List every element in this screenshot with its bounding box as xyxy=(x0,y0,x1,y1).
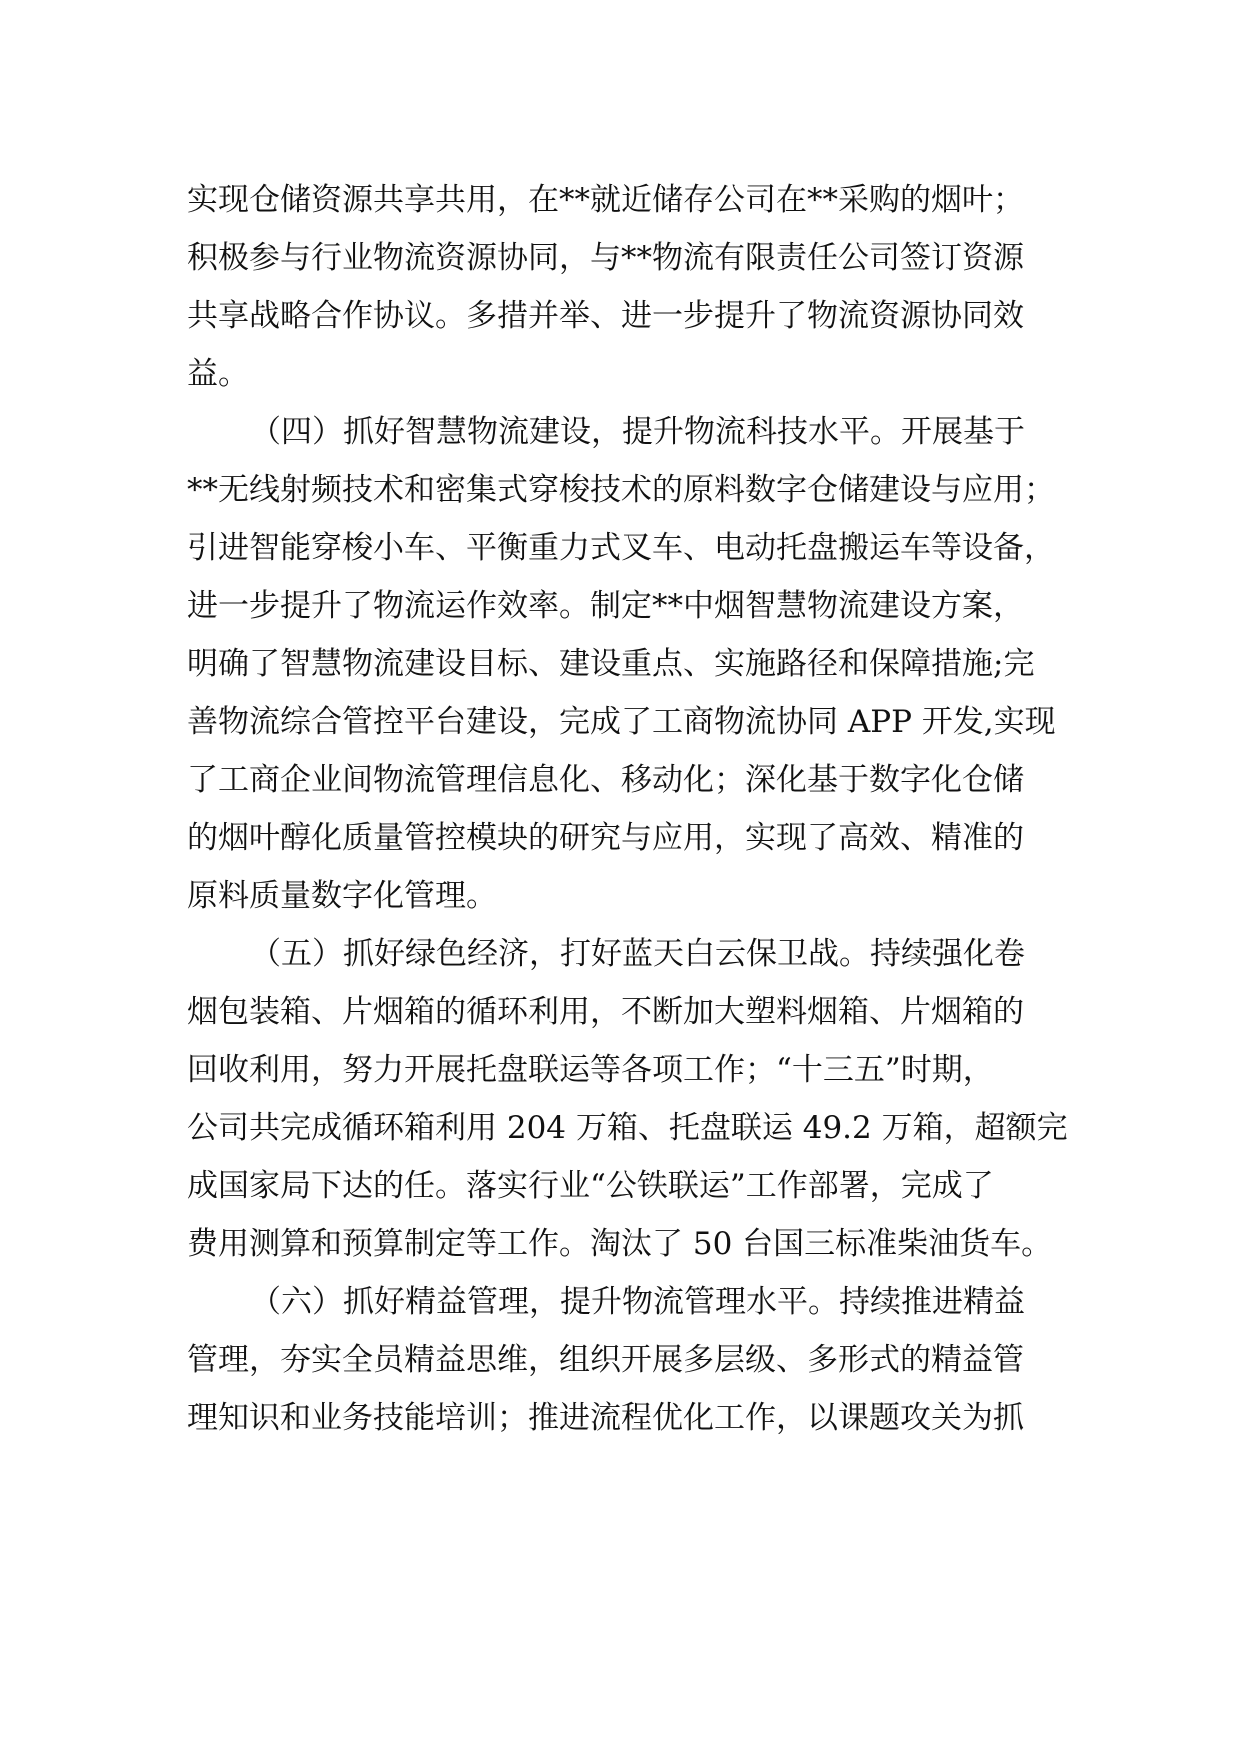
text-line: 明确了智慧物流建设目标、建设重点、实施路径和保障措施;完 xyxy=(187,646,1035,682)
text-line: 益。 xyxy=(187,356,249,392)
text-line: 积极参与行业物流资源协同，与**物流有限责任公司签订资源 xyxy=(187,240,1024,276)
text-line: 成国家局下达的任。落实行业“公铁联运”工作部署，完成了 xyxy=(187,1168,994,1204)
text-line: 引进智能穿梭小车、平衡重力式叉车、电动托盘搬运车等设备， xyxy=(187,530,1055,566)
text-line: 了工商企业间物流管理信息化、移动化；深化基于数字化仓储 xyxy=(187,762,1024,798)
text-line: 回收利用，努力开展托盘联运等各项工作；“十三五”时期， xyxy=(187,1052,994,1088)
text-line: 善物流综合管控平台建设，完成了工商物流协同 APP 开发,实现 xyxy=(187,704,1056,740)
text-line: 实现仓储资源共享共用，在**就近储存公司在**采购的烟叶； xyxy=(187,182,1024,218)
section-heading-line: （四）抓好智慧物流建设，提升物流科技水平。开展基于 xyxy=(250,414,1025,450)
text-line: 共享战略合作协议。多措并举、进一步提升了物流资源协同效 xyxy=(187,298,1024,334)
section-heading-line: （五）抓好绿色经济，打好蓝天白云保卫战。持续强化卷 xyxy=(250,936,1025,972)
text-line: 进一步提升了物流运作效率。制定**中烟智慧物流建设方案， xyxy=(187,588,1024,624)
text-line: 原料质量数字化管理。 xyxy=(187,878,497,914)
text-line: 管理，夯实全员精益思维，组织开展多层级、多形式的精益管 xyxy=(187,1342,1024,1378)
text-line: 理知识和业务技能培训；推进流程优化工作，以课题攻关为抓 xyxy=(187,1400,1024,1436)
text-line: **无线射频技术和密集式穿梭技术的原料数字仓储建设与应用； xyxy=(187,472,1055,508)
section-heading-line: （六）抓好精益管理，提升物流管理水平。持续推进精益 xyxy=(250,1284,1025,1320)
text-line: 的烟叶醇化质量管控模块的研究与应用，实现了高效、精准的 xyxy=(187,820,1024,856)
text-line: 费用测算和预算制定等工作。淘汰了 50 台国三标准柴油货车。 xyxy=(187,1226,1053,1262)
text-line: 烟包装箱、片烟箱的循环利用，不断加大塑料烟箱、片烟箱的 xyxy=(187,994,1024,1030)
text-line: 公司共完成循环箱利用 204 万箱、托盘联运 49.2 万箱，超额完 xyxy=(187,1110,1068,1146)
